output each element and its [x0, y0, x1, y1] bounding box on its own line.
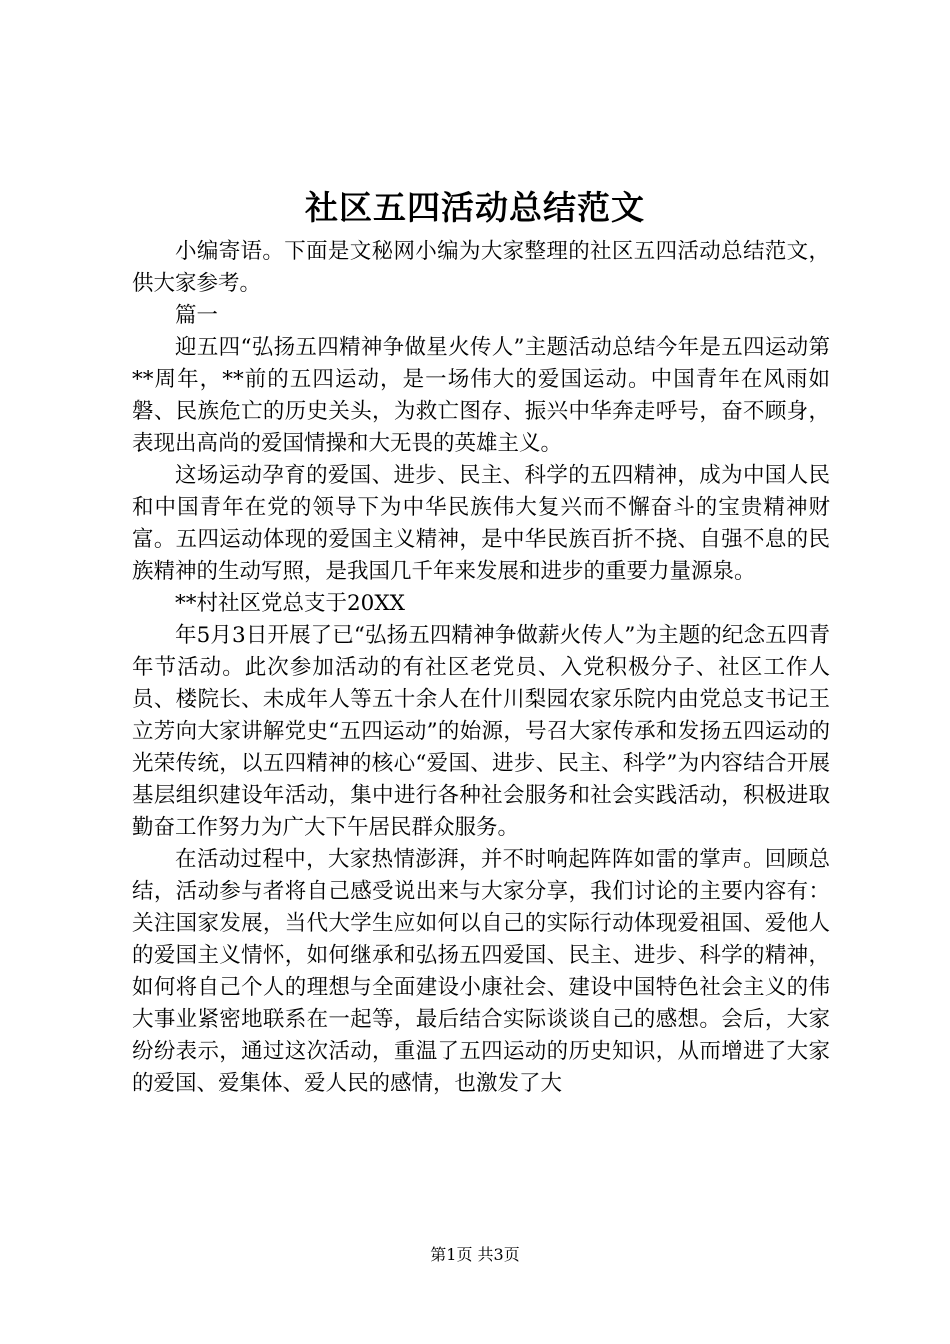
paragraph: **村社区党总支于20XX	[175, 591, 405, 616]
paragraph: 迎五四“弘扬五四精神争做星火传人”主题活动总结今年是五四运动第**周年，**前的五四运动，是一场伟大的爱国运动。中国青年在风雨如磐、民族危亡的历史关头，为救亡图存、振兴中华奔走呼号，奋不顾身，表现出高尚的爱国情操和大无畏的英雄主义。	[132, 335, 830, 456]
paragraph: 这场运动孕育的爱国、进步、民主、科学的五四精神，成为中国人民和中国青年在党的领导下为中华民族伟大复兴而不懈奋斗的宝贵精神财富。五四运动体现的爱国主义精神，是中华民族百折不挠、自强不息的民族精神的生动写照，是我国几千年来发展和进步的重要力量源泉。	[132, 463, 830, 584]
document-body	[132, 236, 830, 1100]
paragraph-intro: 小编寄语。下面是文秘网小编为大家整理的社区五四活动总结范文，供大家参考。	[132, 239, 830, 296]
paragraph: 年5月3日开展了已“弘扬五四精神争做薪火传人”为主题的纪念五四青年节活动。此次参加活动的有社区老党员、入党积极分子、社区工作人员、楼院长、未成年人等五十余人在什川梨园农家乐院内由党总支书记王立芳向大家讲解党史“五四运动”的始源，号召大家传承和发扬五四运动的光荣传统，以五四精神的核心“爱国、进步、民主、科学”为内容结合开展基层组织建设年活动，集中进行各种社会服务和社会实践活动，积极进取勤奋工作努力为广大下午居民群众服务。	[132, 623, 830, 840]
page-footer: 第1页 共3页	[430, 1245, 520, 1264]
section-heading: 篇一	[175, 303, 219, 328]
paragraph: 在活动过程中，大家热情澎湃，并不时响起阵阵如雷的掌声。回顾总结，活动参与者将自己感受说出来与大家分享，我们讨论的主要内容有：关注国家发展，当代大学生应如何以自己的实际行动体现爱祖国、爱他人的爱国主义情怀，如何继承和弘扬五四爱国、民主、进步、科学的精神，如何将自己个人的理想与全面建设小康社会、建设中国特色社会主义的伟大事业紧密地联系在一起等，最后结合实际谈谈自己的感想。会后，大家纷纷表示，通过这次活动，重温了五四运动的历史知识，从而增进了大家的爱国、爱集体、爱人民的感情，也激发了大	[132, 847, 830, 1096]
document-title: 社区五四活动总结范文	[305, 188, 645, 227]
